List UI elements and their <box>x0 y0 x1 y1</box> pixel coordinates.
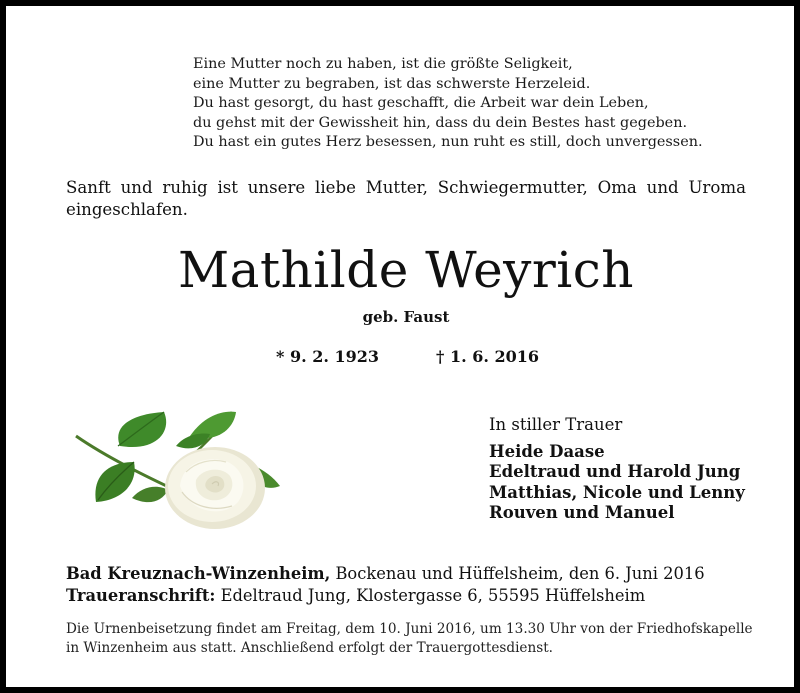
poem <box>193 55 763 153</box>
maiden-name: geb. Faust <box>362 308 450 326</box>
funeral-note: Die Urnenbeisetzung findet am Freitag, dem 10. Juni 2016, um 13.30 Uhr von der Friedhofskapelle in Winzenheim aus statt. Anschließend erfolgt der Trauergottesdienst. <box>66 621 753 656</box>
address-value: Edeltraud Jung, Klostergasse 6, 55595 Hüffelsheim <box>215 586 646 605</box>
poem-line: Du hast gesorgt, du hast geschafft, die Arbeit war dein Leben, <box>193 95 649 111</box>
place-date: Bockenau und Hüffelsheim, den 6. Juni 2016 <box>330 564 705 583</box>
poem-line: Eine Mutter noch zu haben, ist die größte Seligkeit, <box>193 56 573 72</box>
white-rose-icon <box>72 406 286 534</box>
death-date: † 1. 6. 2016 <box>436 347 540 366</box>
address-line <box>66 585 756 607</box>
mourner-name: Matthias, Nicole und Lenny <box>489 482 745 502</box>
poem-line: eine Mutter zu begraben, ist das schwerste Herzeleid. <box>193 75 591 92</box>
birth-date: * 9. 2. 1923 <box>276 347 380 366</box>
mourners-caption: In stiller Trauer <box>489 415 623 434</box>
mourners-block <box>489 415 769 524</box>
place-date-line <box>66 563 756 585</box>
intro-text: Sanft und ruhig ist unsere liebe Mutter, Schwiegermutter, Oma und Uroma eingeschlafen. <box>66 178 746 219</box>
place-location: Bad Kreuznach-Winzenheim, <box>66 564 331 583</box>
poem-line: du gehst mit der Gewissheit hin, dass du dein Bestes hast gegeben. <box>193 114 688 131</box>
mourner-name: Rouven und Manuel <box>489 503 675 522</box>
poem-line: Du hast ein gutes Herz besessen, nun ruht es still, doch unvergessen. <box>193 134 703 150</box>
mourner-name: Heide Daase <box>489 441 605 461</box>
deceased-name: Mathilde Weyrich <box>177 241 635 299</box>
mourner-name: Edeltraud und Harold Jung <box>489 462 741 481</box>
place-and-address <box>66 563 756 607</box>
address-label: Traueranschrift: <box>66 586 216 605</box>
